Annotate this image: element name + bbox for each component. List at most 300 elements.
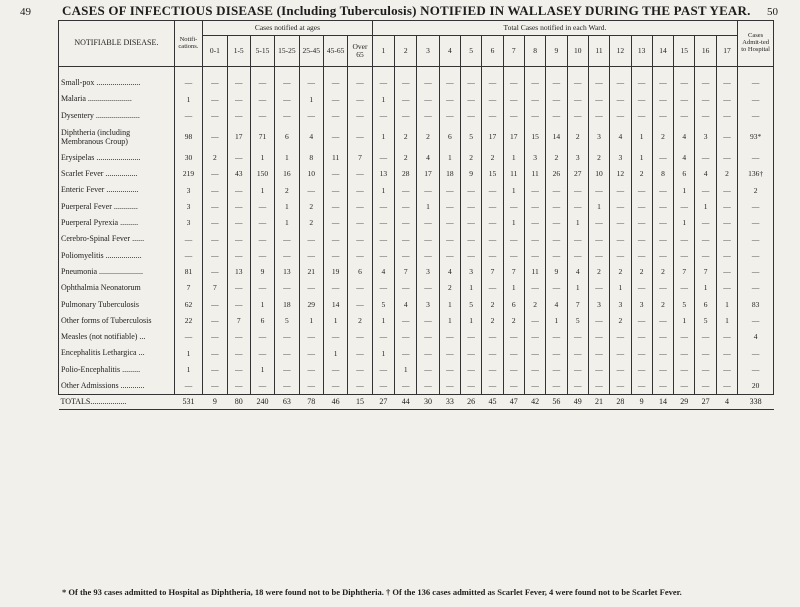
age-cell: — — [227, 215, 250, 231]
age-cell: — — [348, 166, 372, 182]
header-ward-5: 5 — [461, 36, 482, 67]
age-cell: 1 — [250, 182, 274, 198]
age-cell: — — [227, 345, 250, 361]
ward-cell: 5 — [695, 313, 716, 329]
age-cell: — — [227, 362, 250, 378]
ward-cell: — — [631, 313, 652, 329]
ward-cell: 5 — [372, 297, 394, 313]
notifications-cell: 3 — [174, 182, 202, 198]
notifications-cell: 1 — [174, 345, 202, 361]
age-cell: — — [227, 182, 250, 198]
age-cell: — — [323, 166, 347, 182]
ward-cell: — — [417, 313, 439, 329]
ward-cell: — — [439, 67, 460, 92]
age-cell: — — [348, 124, 372, 150]
table-row — [59, 248, 774, 264]
totals-ward-cell: 27 — [695, 395, 716, 410]
age-cell: — — [299, 231, 323, 247]
age-cell: 7 — [203, 280, 227, 296]
ward-cell: — — [395, 378, 417, 395]
ward-cell: — — [588, 91, 609, 107]
ward-cell: 17 — [503, 124, 524, 150]
ward-cell: — — [674, 378, 695, 395]
hospital-cell: — — [738, 264, 774, 280]
ward-cell: — — [482, 345, 503, 361]
age-cell: — — [348, 378, 372, 395]
ward-cell: — — [716, 264, 737, 280]
table-row — [59, 108, 774, 124]
age-cell: 16 — [275, 166, 299, 182]
age-cell: 5 — [275, 313, 299, 329]
ward-cell: — — [631, 108, 652, 124]
ward-cell: — — [524, 182, 545, 198]
ward-cell: 3 — [588, 124, 609, 150]
ward-cell: — — [716, 329, 737, 345]
header-ward-7: 7 — [503, 36, 524, 67]
hospital-cell: — — [738, 345, 774, 361]
ward-cell: — — [439, 248, 460, 264]
ward-cell: 2 — [482, 150, 503, 166]
age-cell: — — [275, 108, 299, 124]
ward-cell: — — [395, 91, 417, 107]
ward-cell: 2 — [524, 297, 545, 313]
age-cell: 2 — [348, 313, 372, 329]
age-cell: 21 — [299, 264, 323, 280]
ward-cell: — — [610, 329, 631, 345]
ward-cell: — — [395, 182, 417, 198]
ward-cell: — — [417, 215, 439, 231]
age-cell: 1 — [299, 313, 323, 329]
header-age-15-25: 15-25 — [275, 36, 299, 67]
ward-cell: — — [482, 362, 503, 378]
ward-cell: 1 — [417, 199, 439, 215]
ward-cell: — — [372, 280, 394, 296]
ward-cell: 1 — [372, 124, 394, 150]
ward-cell: 8 — [652, 166, 673, 182]
ward-cell: — — [610, 199, 631, 215]
ward-cell: — — [674, 108, 695, 124]
ward-cell: — — [395, 215, 417, 231]
ward-cell: — — [716, 345, 737, 361]
age-cell: — — [299, 67, 323, 92]
age-cell: — — [299, 248, 323, 264]
ward-cell: 1 — [546, 313, 567, 329]
totals-ward-cell: 45 — [482, 395, 503, 410]
ward-cell: 3 — [610, 297, 631, 313]
hospital-cell: — — [738, 150, 774, 166]
ward-cell: — — [588, 345, 609, 361]
age-cell: — — [275, 67, 299, 92]
ward-cell: — — [652, 345, 673, 361]
table-row — [59, 150, 774, 166]
header-ward-14: 14 — [652, 36, 673, 67]
header-ward-16: 16 — [695, 36, 716, 67]
totals-ward-cell: 27 — [372, 395, 394, 410]
ward-cell: 1 — [674, 313, 695, 329]
table-row — [59, 280, 774, 296]
ward-cell: — — [503, 91, 524, 107]
ward-cell: 1 — [503, 215, 524, 231]
age-cell: — — [275, 91, 299, 107]
totals-age-cell: 46 — [323, 395, 347, 410]
age-cell: — — [299, 362, 323, 378]
ward-cell: 1 — [461, 280, 482, 296]
ward-cell: — — [503, 67, 524, 92]
age-cell: 29 — [299, 297, 323, 313]
age-cell: — — [299, 182, 323, 198]
table-row — [59, 215, 774, 231]
ward-cell: — — [417, 345, 439, 361]
totals-age-cell: 9 — [203, 395, 227, 410]
age-cell: 13 — [275, 264, 299, 280]
age-cell: 2 — [275, 182, 299, 198]
ward-cell: — — [417, 108, 439, 124]
ward-cell: — — [417, 280, 439, 296]
ward-cell: — — [482, 280, 503, 296]
age-cell: 2 — [299, 199, 323, 215]
notifications-cell: 62 — [174, 297, 202, 313]
ward-cell: — — [524, 248, 545, 264]
ward-cell: — — [652, 199, 673, 215]
ward-cell: — — [395, 345, 417, 361]
ward-cell: — — [567, 231, 588, 247]
totals-ward-cell: 29 — [674, 395, 695, 410]
ward-cell: — — [524, 67, 545, 92]
totals-ward-cell: 21 — [588, 395, 609, 410]
header-wards-group: Total Cases notified in each Ward. — [372, 21, 738, 36]
ward-cell: — — [610, 67, 631, 92]
ward-cell: 1 — [439, 297, 460, 313]
ward-cell: — — [567, 108, 588, 124]
ward-cell: 2 — [631, 166, 652, 182]
ward-cell: — — [395, 280, 417, 296]
disease-name: Malaria ...................... — [59, 91, 175, 107]
age-cell: 6 — [275, 124, 299, 150]
age-cell: — — [227, 297, 250, 313]
ward-cell: — — [546, 362, 567, 378]
ward-cell: 27 — [567, 166, 588, 182]
ward-cell: — — [417, 231, 439, 247]
table-row — [59, 329, 774, 345]
ward-cell: 4 — [567, 264, 588, 280]
ward-cell: — — [695, 67, 716, 92]
ward-cell: — — [461, 91, 482, 107]
ward-cell: — — [461, 182, 482, 198]
age-cell: — — [250, 231, 274, 247]
ward-cell: — — [461, 329, 482, 345]
totals-ward-cell: 26 — [461, 395, 482, 410]
ward-cell: — — [546, 108, 567, 124]
ward-cell: — — [524, 108, 545, 124]
header-ward-15: 15 — [674, 36, 695, 67]
header-ward-3: 3 — [417, 36, 439, 67]
ward-cell: — — [372, 362, 394, 378]
age-cell: — — [203, 166, 227, 182]
ward-cell: — — [482, 215, 503, 231]
age-cell: — — [348, 91, 372, 107]
header-ward-10: 10 — [567, 36, 588, 67]
ward-cell: — — [567, 345, 588, 361]
ward-cell: 5 — [461, 297, 482, 313]
ward-cell: — — [588, 215, 609, 231]
ward-cell: — — [716, 124, 737, 150]
ward-cell: 1 — [695, 280, 716, 296]
table-row — [59, 313, 774, 329]
notifications-cell: 7 — [174, 280, 202, 296]
ward-cell: 1 — [372, 182, 394, 198]
ward-cell: — — [461, 345, 482, 361]
totals-age-cell: 15 — [348, 395, 372, 410]
ward-cell: — — [567, 378, 588, 395]
disease-name: Pulmonary Tuberculosis — [59, 297, 175, 313]
ward-cell: 4 — [546, 297, 567, 313]
ward-cell: — — [503, 362, 524, 378]
disease-name: Enteric Fever ................ — [59, 182, 175, 198]
ward-cell: — — [482, 108, 503, 124]
age-cell: — — [227, 329, 250, 345]
age-cell: 1 — [250, 150, 274, 166]
ward-cell: — — [546, 345, 567, 361]
ward-cell: — — [567, 362, 588, 378]
header-age-45-65: 45-65 — [323, 36, 347, 67]
ward-cell: — — [482, 182, 503, 198]
totals-age-cell: 78 — [299, 395, 323, 410]
ward-cell: 2 — [610, 264, 631, 280]
age-cell: — — [203, 264, 227, 280]
disease-name: Pneumonia ...................... — [59, 264, 175, 280]
disease-table-container — [58, 20, 774, 410]
age-cell: — — [348, 280, 372, 296]
ward-cell: 4 — [439, 264, 460, 280]
ward-cell: — — [695, 108, 716, 124]
ward-cell: — — [482, 67, 503, 92]
ward-cell: 11 — [503, 166, 524, 182]
header-age-5-15: 5-15 — [250, 36, 274, 67]
ward-cell: — — [631, 248, 652, 264]
table-row — [59, 264, 774, 280]
age-cell: 2 — [203, 150, 227, 166]
ward-cell: — — [674, 231, 695, 247]
ward-cell: — — [588, 280, 609, 296]
disease-name: Cerebro-Spinal Fever ...... — [59, 231, 175, 247]
age-cell: — — [348, 182, 372, 198]
totals-label: TOTALS.................. — [59, 395, 175, 410]
age-cell: 1 — [275, 199, 299, 215]
ward-cell: 4 — [695, 166, 716, 182]
ward-cell: — — [417, 329, 439, 345]
age-cell: — — [275, 329, 299, 345]
ward-cell: — — [631, 280, 652, 296]
header-ward-17: 17 — [716, 36, 737, 67]
age-cell: — — [348, 231, 372, 247]
ward-cell: — — [695, 150, 716, 166]
ward-cell: — — [588, 362, 609, 378]
hospital-cell: 2 — [738, 182, 774, 198]
hospital-cell: 93* — [738, 124, 774, 150]
ward-cell: — — [372, 329, 394, 345]
ward-cell: 2 — [482, 297, 503, 313]
age-cell: — — [203, 182, 227, 198]
ward-cell: 26 — [546, 166, 567, 182]
age-cell: — — [203, 313, 227, 329]
age-cell: — — [227, 378, 250, 395]
age-cell: — — [250, 329, 274, 345]
age-cell: — — [250, 280, 274, 296]
ward-cell: — — [546, 199, 567, 215]
disease-name: Measles (not notifiable) ... — [59, 329, 175, 345]
ward-cell: — — [674, 280, 695, 296]
ward-cell: 3 — [567, 150, 588, 166]
ward-cell: — — [372, 108, 394, 124]
ward-cell: — — [482, 199, 503, 215]
header-ages-group: Cases notified at ages — [203, 21, 373, 36]
ward-cell: 4 — [395, 297, 417, 313]
ward-cell: — — [695, 329, 716, 345]
age-cell: — — [203, 248, 227, 264]
ward-cell: 17 — [417, 166, 439, 182]
ward-cell: — — [567, 329, 588, 345]
ward-cell: — — [610, 362, 631, 378]
ward-cell: — — [652, 313, 673, 329]
ward-cell: — — [546, 329, 567, 345]
age-cell: — — [250, 108, 274, 124]
ward-cell: — — [417, 182, 439, 198]
age-cell: — — [203, 362, 227, 378]
header-disease: NOTIFIABLE DISEASE. — [59, 21, 175, 67]
age-cell: 7 — [348, 150, 372, 166]
ward-cell: — — [674, 67, 695, 92]
age-cell: — — [275, 231, 299, 247]
table-row — [59, 166, 774, 182]
ward-cell: — — [439, 215, 460, 231]
ward-cell: 1 — [610, 280, 631, 296]
ward-cell: — — [631, 378, 652, 395]
age-cell: — — [227, 150, 250, 166]
ward-cell: — — [610, 91, 631, 107]
ward-cell: — — [674, 345, 695, 361]
age-cell: 1 — [250, 297, 274, 313]
ward-cell: 2 — [395, 124, 417, 150]
hospital-cell: 136† — [738, 166, 774, 182]
age-cell: — — [275, 378, 299, 395]
header-ward-6: 6 — [482, 36, 503, 67]
ward-cell: — — [567, 67, 588, 92]
ward-cell: — — [461, 199, 482, 215]
ward-cell: — — [546, 280, 567, 296]
ward-cell: — — [439, 91, 460, 107]
totals-ward-cell: 30 — [417, 395, 439, 410]
ward-cell: — — [461, 67, 482, 92]
ward-cell: — — [524, 231, 545, 247]
ward-cell: — — [567, 248, 588, 264]
age-cell: — — [299, 280, 323, 296]
age-cell: — — [348, 199, 372, 215]
header-age-over-65: Over 65 — [348, 36, 372, 67]
notifications-cell: 3 — [174, 215, 202, 231]
ward-cell: 2 — [588, 264, 609, 280]
ward-cell: 7 — [503, 264, 524, 280]
table-row — [59, 199, 774, 215]
header-ward-4: 4 — [439, 36, 460, 67]
ward-cell: — — [439, 378, 460, 395]
ward-cell: — — [674, 199, 695, 215]
disease-name: Poliomyelitis .................. — [59, 248, 175, 264]
ward-cell: — — [695, 182, 716, 198]
notifications-cell: — — [174, 329, 202, 345]
notifications-cell: — — [174, 67, 202, 92]
ward-cell: — — [588, 67, 609, 92]
ward-cell: 1 — [567, 215, 588, 231]
ward-cell: — — [395, 199, 417, 215]
hospital-cell: 20 — [738, 378, 774, 395]
ward-cell: — — [652, 378, 673, 395]
ward-cell: — — [631, 67, 652, 92]
ward-cell: — — [417, 67, 439, 92]
ward-cell: — — [524, 345, 545, 361]
ward-cell: — — [546, 182, 567, 198]
ward-cell: 5 — [567, 313, 588, 329]
age-cell: 43 — [227, 166, 250, 182]
ward-cell: — — [546, 215, 567, 231]
age-cell: — — [323, 378, 347, 395]
ward-cell: 2 — [567, 124, 588, 150]
ward-cell: 9 — [461, 166, 482, 182]
ward-cell: — — [695, 345, 716, 361]
ward-cell: — — [652, 329, 673, 345]
age-cell: — — [299, 108, 323, 124]
disease-table — [58, 20, 774, 410]
table-title: CASES OF INFECTIOUS DISEASE (Including Tuberculosis) NOTIFIED IN WALLASEY DURING THE PAST YEAR. — [62, 3, 751, 18]
ward-cell: — — [588, 248, 609, 264]
ward-cell: — — [695, 91, 716, 107]
ward-cell: — — [588, 329, 609, 345]
ward-cell: — — [588, 182, 609, 198]
age-cell: — — [203, 378, 227, 395]
ward-cell: 1 — [716, 297, 737, 313]
age-cell: — — [203, 231, 227, 247]
ward-cell: — — [503, 378, 524, 395]
ward-cell: — — [461, 248, 482, 264]
ward-cell: 2 — [716, 166, 737, 182]
totals-age-cell: 80 — [227, 395, 250, 410]
ward-cell: — — [695, 362, 716, 378]
disease-name: Small-pox ...................... — [59, 67, 175, 92]
ward-cell: 7 — [567, 297, 588, 313]
ward-cell: — — [439, 329, 460, 345]
ward-cell: — — [652, 280, 673, 296]
ward-cell: — — [716, 378, 737, 395]
hospital-cell: — — [738, 248, 774, 264]
ward-cell: — — [482, 91, 503, 107]
disease-name: Erysipelas ...................... — [59, 150, 175, 166]
ward-cell: — — [482, 231, 503, 247]
hospital-cell: 4 — [738, 329, 774, 345]
notifications-cell: 219 — [174, 166, 202, 182]
ward-cell: — — [716, 182, 737, 198]
ward-cell: 1 — [372, 313, 394, 329]
notifications-cell: — — [174, 378, 202, 395]
hospital-cell: 83 — [738, 297, 774, 313]
ward-cell: — — [372, 199, 394, 215]
header-ward-12: 12 — [610, 36, 631, 67]
age-cell: 9 — [250, 264, 274, 280]
age-cell: — — [323, 280, 347, 296]
age-cell: — — [323, 248, 347, 264]
ward-cell: — — [631, 362, 652, 378]
totals-ward-cell: 9 — [631, 395, 652, 410]
disease-name: Other Admissions ............ — [59, 378, 175, 395]
ward-cell: 2 — [503, 313, 524, 329]
